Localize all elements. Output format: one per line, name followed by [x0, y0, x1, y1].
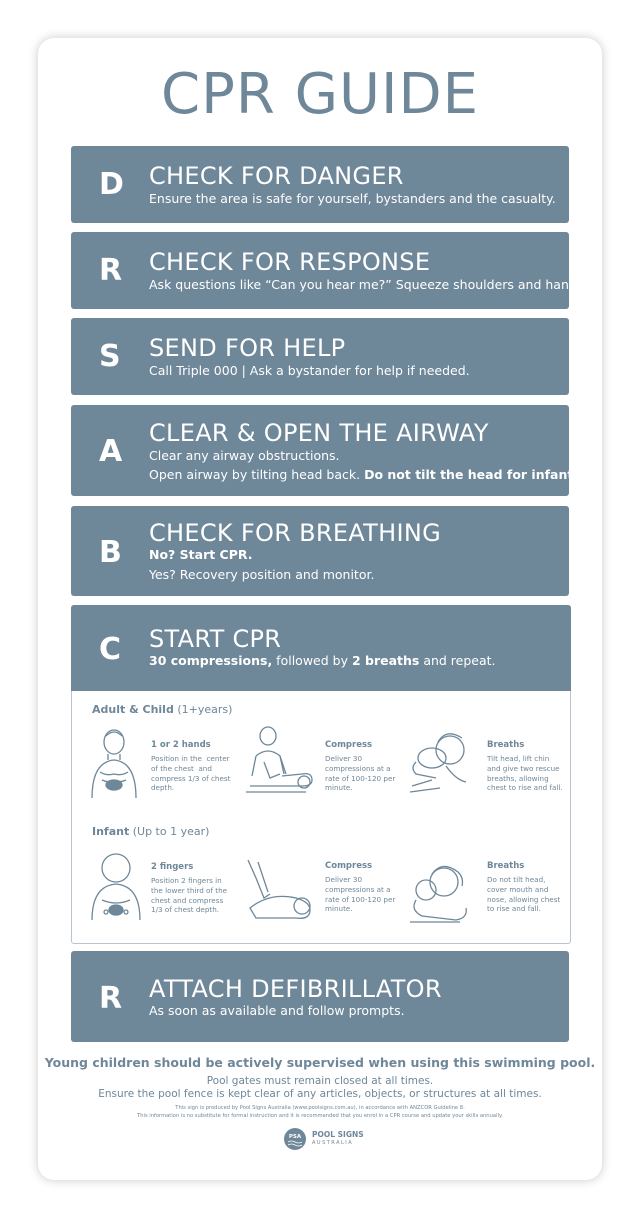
psa-logo-icon — [284, 1128, 306, 1150]
logo-subtitle: AUSTRALIA — [312, 1140, 354, 1146]
infant-breaths-icon — [406, 860, 476, 926]
step-heading: CHECK FOR RESPONSE — [149, 248, 431, 276]
adult-item-heading: 1 or 2 hands — [151, 740, 211, 750]
step-text: Yes? Recovery position and monitor. — [149, 567, 375, 582]
logo-text — [312, 1131, 364, 1147]
step-letter: R — [99, 981, 123, 1016]
adult-hand-position-icon — [86, 728, 144, 798]
adult-item-text: Position in the center of the chest and compress 1/3 of chest depth. — [151, 754, 231, 793]
infant-item-heading: Breaths — [487, 861, 525, 871]
step-heading: CHECK FOR BREATHING — [149, 519, 441, 547]
adult-breaths-icon — [406, 726, 476, 796]
start-cpr-section — [71, 605, 571, 944]
infant-compress-icon — [244, 858, 318, 924]
step-letter: C — [99, 632, 122, 667]
adult-item-text: Deliver 30 compressions at a rate of 100-120 per minute. — [325, 754, 396, 793]
step-text: 30 compressions, followed by 2 breaths and repeat. — [149, 653, 496, 668]
infant-item-text: Deliver 30 compressions at a rate of 100-120 per minute. — [325, 875, 396, 914]
infant-item-text: Position 2 fingers in the lower third of the chest and compress 1/3 of chest depth. — [151, 876, 228, 915]
start-cpr-header — [71, 605, 571, 691]
step-text: Call Triple 000 | Ask a bystander for help if needed. — [149, 363, 470, 378]
logo-name: POOL SIGNS — [312, 1130, 364, 1139]
supervision-notice: Young children should be actively supervised when using this swimming pool. — [44, 1055, 596, 1070]
step-letter: A — [99, 434, 123, 469]
step-heading: CLEAR & OPEN THE AIRWAY — [149, 419, 489, 447]
adult-compress-icon — [242, 726, 318, 804]
step-response — [71, 232, 588, 309]
infant-item-heading: 2 fingers — [151, 862, 194, 872]
page-title: CPR GUIDE — [161, 62, 479, 127]
step-heading: SEND FOR HELP — [149, 334, 346, 362]
step-text: No? Start CPR. — [149, 547, 253, 562]
step-text: Open airway by tilting head back. Do not tilt the head for infants. — [149, 467, 586, 482]
logo-mark: PSA — [288, 1134, 302, 1140]
step-letter: R — [99, 253, 123, 288]
step-heading: CHECK FOR DANGER — [149, 162, 404, 190]
gates-notice: Pool gates must remain closed at all times. — [206, 1075, 434, 1087]
source-note: This sign is produced by Pool Signs Australia (www.poolsigns.com.au), in accordance with ANZCOR Guideline 8. — [175, 1105, 465, 1111]
fence-notice: Ensure the pool fence is kept clear of any articles, objects, or structures at all times. — [98, 1088, 542, 1100]
disclaimer-note: This information is no substitute for formal instruction and it is recommended that you enrol in a CPR course and update your skills annually. — [137, 1113, 503, 1119]
infant-item-heading: Compress — [325, 861, 373, 871]
step-text: Ensure the area is safe for yourself, bystanders and the casualty. — [149, 191, 556, 206]
step-text: Clear any airway obstructions. — [149, 448, 340, 463]
step-heading: START CPR — [149, 625, 282, 653]
step-text: As soon as available and follow prompts. — [149, 1003, 405, 1018]
infant-finger-position-icon — [86, 852, 146, 920]
step-danger — [71, 146, 569, 223]
step-heading: ATTACH DEFIBRILLATOR — [149, 975, 442, 1003]
adult-item-heading: Compress — [325, 740, 373, 750]
step-send-help — [71, 318, 569, 395]
step-airway — [71, 405, 586, 496]
adult-item-text: Tilt head, lift chin and give two rescue breaths, allowing chest to rise and fall. — [487, 754, 563, 793]
step-letter: B — [99, 535, 122, 570]
step-letter: D — [99, 167, 124, 202]
adult-child-label: Adult & Child (1+years) — [92, 703, 233, 716]
infant-item-text: Do not tilt head, cover mouth and nose, allowing chest to rise and fall. — [487, 875, 561, 914]
step-defibrillator — [71, 951, 569, 1042]
step-breathing — [71, 506, 569, 596]
adult-item-heading: Breaths — [487, 740, 525, 750]
step-letter: S — [99, 339, 121, 374]
infant-label: Infant (Up to 1 year) — [92, 825, 210, 838]
step-text: Ask questions like “Can you hear me?” Squeeze shoulders and hands. — [149, 277, 588, 292]
